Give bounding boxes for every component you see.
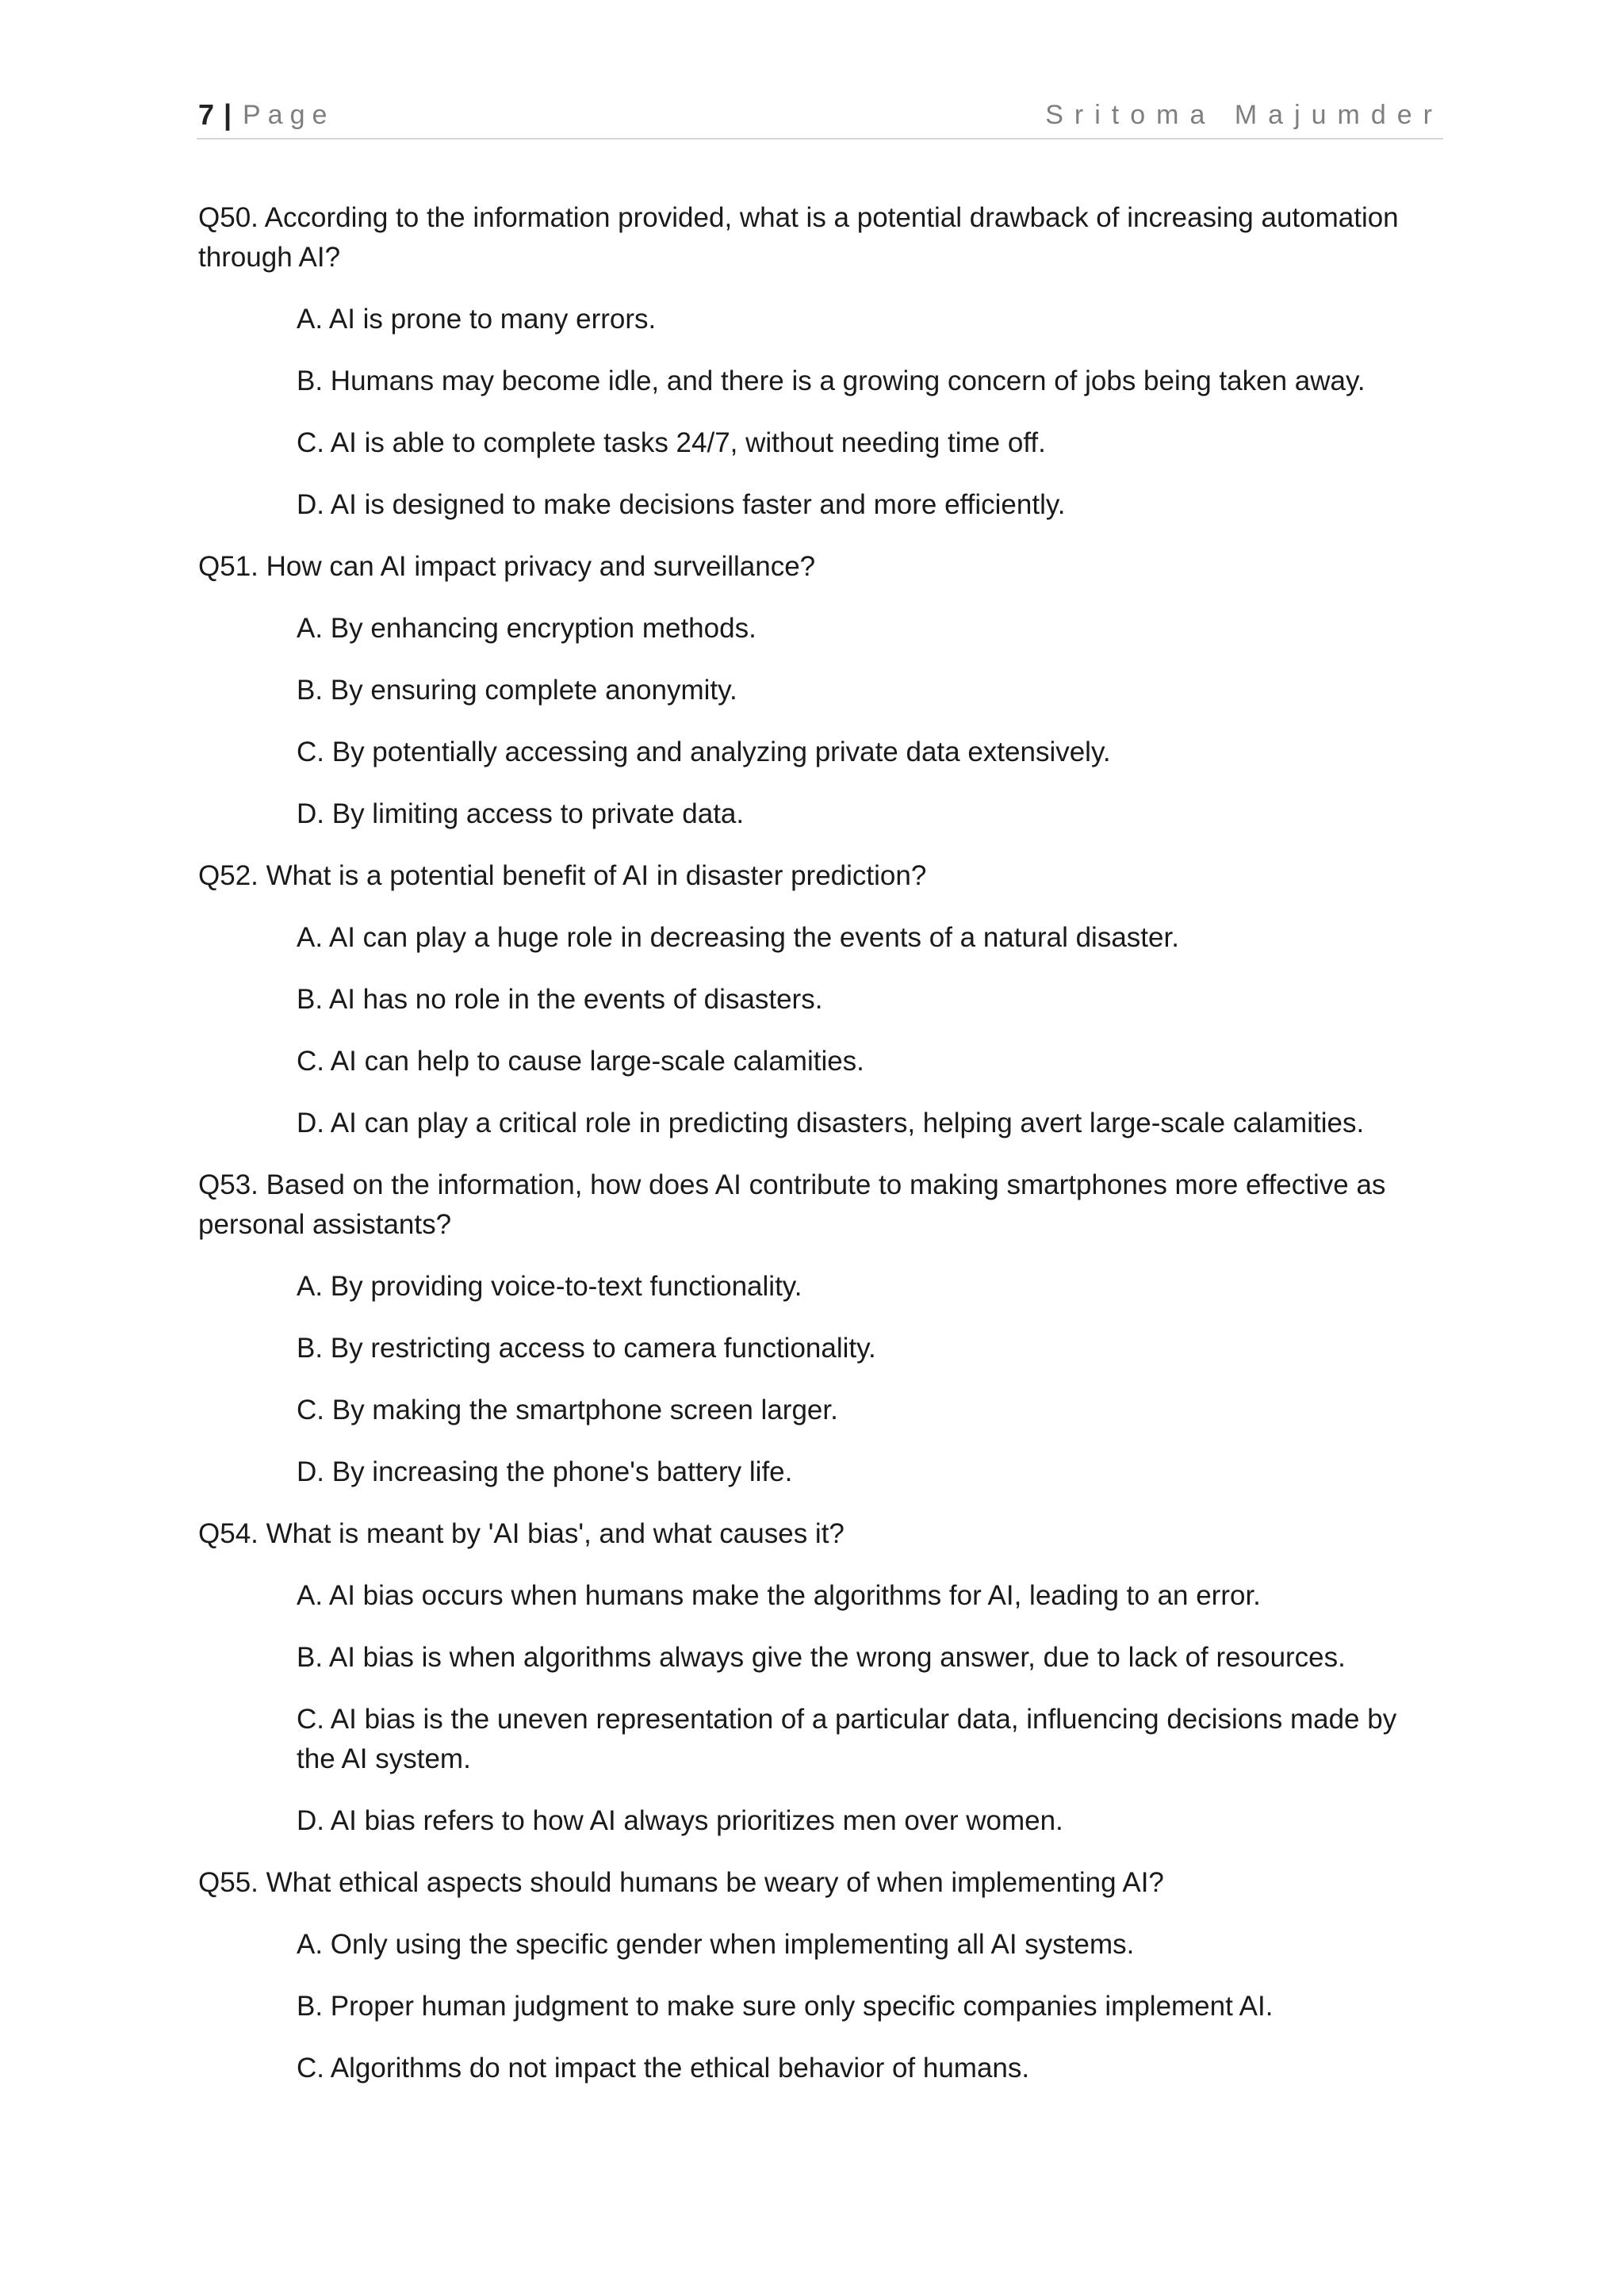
- question-text: Q55. What ethical aspects should humans be weary of when implementing AI?: [198, 1867, 1164, 1898]
- option-list: [198, 918, 1435, 1143]
- option-b: B. Proper human judgment to make sure only specific companies implement AI.: [297, 1991, 1274, 2022]
- option-d: D. By limiting access to private data.: [297, 798, 745, 829]
- option-c: C. Algorithms do not impact the ethical behavior of humans.: [297, 2053, 1030, 2084]
- option-b: B. By ensuring complete anonymity.: [297, 675, 737, 706]
- question-q50: [198, 198, 1435, 525]
- header-separator: |: [224, 98, 232, 131]
- option-d: D. AI is designed to make decisions faster and more efficiently.: [297, 489, 1066, 520]
- question-text: Q52. What is a potential benefit of AI in disaster prediction?: [198, 860, 927, 891]
- option-d: D. AI bias refers to how AI always prioritizes men over women.: [297, 1805, 1063, 1836]
- option-b: B. AI has no role in the events of disasters.: [297, 984, 823, 1015]
- option-c: C. AI can help to cause large-scale calamities.: [297, 1046, 864, 1077]
- question-text: Q50. According to the information provided, what is a potential drawback of increasing automation through AI?: [198, 202, 1399, 273]
- option-a: A. By enhancing encryption methods.: [297, 613, 756, 644]
- option-c: C. AI bias is the uneven representation of a particular data, influencing decisions made by the AI system.: [297, 1704, 1397, 1774]
- option-a: A. AI can play a huge role in decreasing the events of a natural disaster.: [297, 922, 1179, 953]
- question-text: Q54. What is meant by 'AI bias', and what causes it?: [198, 1518, 845, 1549]
- option-d: D. AI can play a critical role in predicting disasters, helping avert large-scale calamities.: [297, 1108, 1365, 1138]
- option-b: B. By restricting access to camera functionality.: [297, 1333, 876, 1364]
- question-list: [198, 198, 1435, 2110]
- option-a: A. By providing voice-to-text functionality.: [297, 1271, 802, 1302]
- option-list: [198, 609, 1435, 834]
- option-c: C. By making the smartphone screen larger.: [297, 1395, 838, 1425]
- option-c: C. By potentially accessing and analyzing private data extensively.: [297, 737, 1111, 767]
- question-q55: [198, 1863, 1435, 2088]
- question-text: Q51. How can AI impact privacy and surveillance?: [198, 551, 816, 582]
- question-text: Q53. Based on the information, how does AI contribute to making smartphones more effective as personal assistants?: [198, 1169, 1386, 1240]
- question-q51: [198, 547, 1435, 834]
- option-b: B. AI bias is when algorithms always give the wrong answer, due to lack of resources.: [297, 1642, 1346, 1673]
- page-header: [197, 94, 1443, 140]
- option-a: A. AI is prone to many errors.: [297, 304, 657, 335]
- option-a: A. AI bias occurs when humans make the algorithms for AI, leading to an error.: [297, 1580, 1261, 1611]
- question-q54: [198, 1514, 1435, 1841]
- option-d: D. By increasing the phone's battery life.: [297, 1456, 793, 1487]
- option-a: A. Only using the specific gender when implementing all AI systems.: [297, 1929, 1135, 1960]
- option-list: [198, 1576, 1435, 1841]
- page-number: 7: [198, 98, 215, 131]
- option-list: [198, 1925, 1435, 2088]
- option-list: [198, 300, 1435, 525]
- option-list: [198, 1267, 1435, 1492]
- option-b: B. Humans may become idle, and there is a growing concern of jobs being taken away.: [297, 365, 1365, 396]
- option-c: C. AI is able to complete tasks 24/7, without needing time off.: [297, 427, 1046, 458]
- author-name: Sritoma Majumder: [1045, 100, 1443, 130]
- page-label: Page: [243, 100, 335, 130]
- question-q52: [198, 856, 1435, 1143]
- question-q53: [198, 1165, 1435, 1492]
